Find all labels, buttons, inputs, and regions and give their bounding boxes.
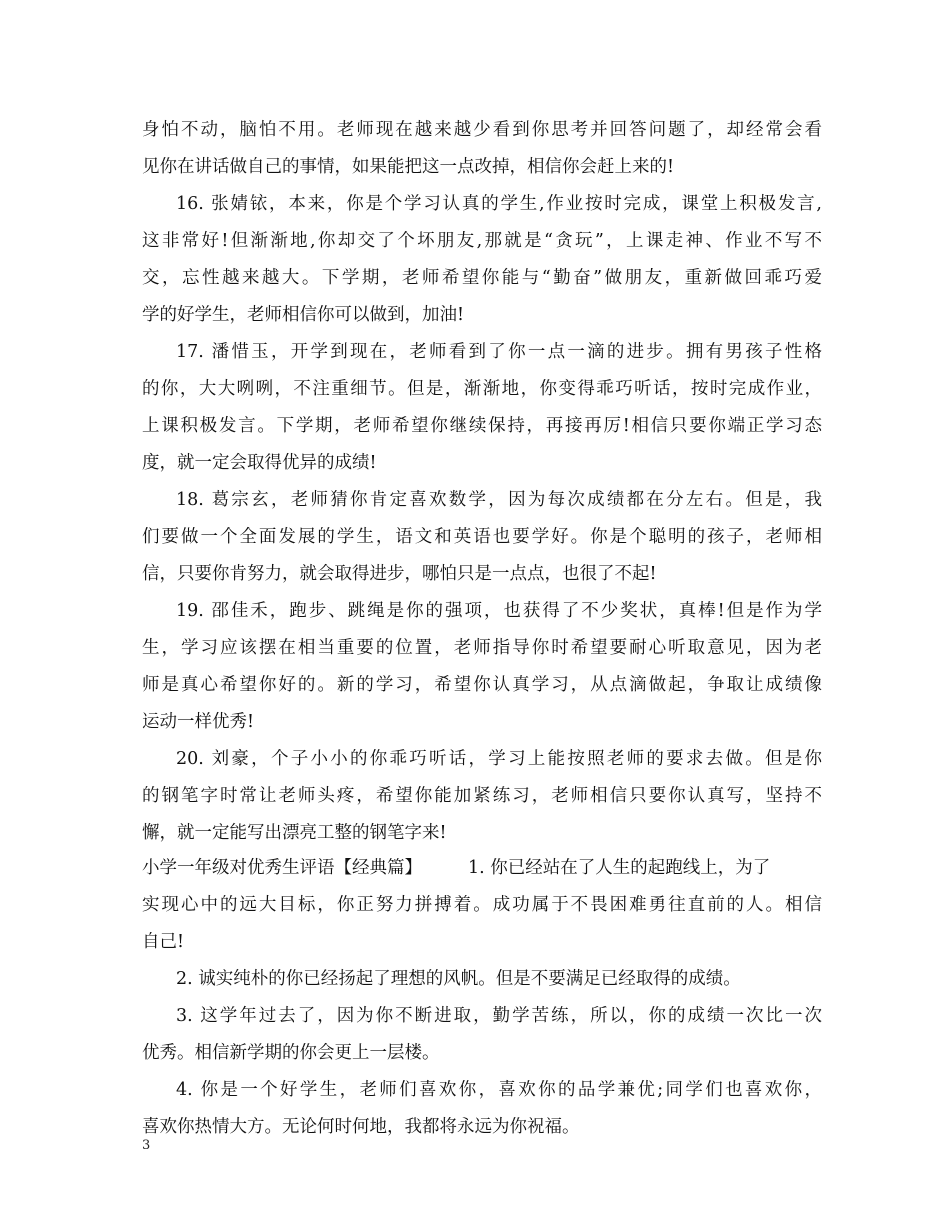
paragraph-line: 2. 诚实纯朴的你已经扬起了理想的风帆。但是不要满足已经取得的成绩。 (176, 969, 741, 989)
paragraph-line: 信，只要你肯努力，就会取得进步，哪怕只是一点点，也很了不起! (142, 564, 657, 584)
section-heading: 小学一年级对优秀生评语【经典篇】 (142, 858, 422, 878)
paragraph-line: 喜欢你热情大方。无论何时何地，我都将永远为你祝福。 (142, 1117, 580, 1137)
paragraph-line: 的你，大大咧咧，不注重细节。但是，渐渐地，你变得乖巧听话，按时完成作业， (142, 379, 822, 399)
paragraph-line: 3. 这学年过去了，因为你不断进取，勤学苦练，所以，你的成绩一次比一次 (176, 1006, 822, 1026)
page-number: 3 (142, 1138, 151, 1153)
paragraph-line: 优秀。相信新学期的你会更上一层楼。 (142, 1043, 440, 1063)
paragraph-line: 17. 潘惜玉，开学到现在，老师看到了你一点一滴的进步。拥有男孩子性格 (176, 342, 822, 362)
paragraph-line: 16. 张婧铱，本来，你是个学习认真的学生,作业按时完成，课堂上积极发言, (176, 194, 822, 214)
paragraph-line: 运动一样优秀! (142, 712, 255, 732)
paragraph-line: 上课积极发言。下学期，老师希望你继续保持，再接再厉!相信只要你端正学习态 (142, 416, 822, 436)
paragraph-line: 身怕不动，脑怕不用。老师现在越来越少看到你思考并回答问题了，却经常会看 (142, 120, 822, 140)
paragraph-line: 19. 邵佳禾，跑步、跳绳是你的强项，也获得了不少奖状，真棒!但是作为学 (176, 601, 822, 621)
paragraph-line: 度，就一定会取得优异的成绩! (142, 453, 377, 473)
paragraph-line: 懈，就一定能写出漂亮工整的钢笔字来! (142, 823, 447, 843)
paragraph-line: 自己! (142, 932, 185, 952)
paragraph-line: 实现心中的远大目标，你正努力拼搏着。成功属于不畏困难勇往直前的人。相信 (142, 895, 822, 915)
paragraph-line: 生，学习应该摆在相当重要的位置，老师指导你时希望要耐心听取意见，因为老 (142, 638, 822, 658)
paragraph-line: 20. 刘豪，个子小小的你乖巧听话，学习上能按照老师的要求去做。但是你 (176, 749, 822, 769)
paragraph-line: 的钢笔字时常让老师头疼，希望你能加紧练习，老师相信只要你认真写，坚持不 (142, 786, 822, 806)
paragraph-line: 交，忘性越来越大。下学期，老师希望你能与“勤奋”做朋友，重新做回乖巧爱 (142, 268, 822, 288)
paragraph-line: 4. 你是一个好学生，老师们喜欢你，喜欢你的品学兼优;同学们也喜欢你， (176, 1080, 822, 1100)
paragraph-line: 学的好学生，老师相信你可以做到，加油! (142, 305, 465, 325)
paragraph-line: 师是真心希望你好的。新的学习，希望你认真学习，从点滴做起，争取让成绩像 (142, 675, 822, 695)
paragraph-line: 1. 你已经站在了人生的起跑线上，为了 (468, 858, 771, 878)
paragraph-line: 见你在讲话做自己的事情，如果能把这一点改掉，相信你会赶上来的! (142, 157, 675, 177)
paragraph-line: 们要做一个全面发展的学生，语文和英语也要学好。你是个聪明的孩子，老师相 (142, 527, 822, 547)
paragraph-line: 18. 葛宗玄，老师猜你肯定喜欢数学，因为每次成绩都在分左右。但是，我 (176, 490, 822, 510)
paragraph-line: 这非常好!但渐渐地,你却交了个坏朋友,那就是“贪玩”，上课走神、作业不写不 (142, 231, 822, 251)
section-heading-line (142, 856, 822, 880)
